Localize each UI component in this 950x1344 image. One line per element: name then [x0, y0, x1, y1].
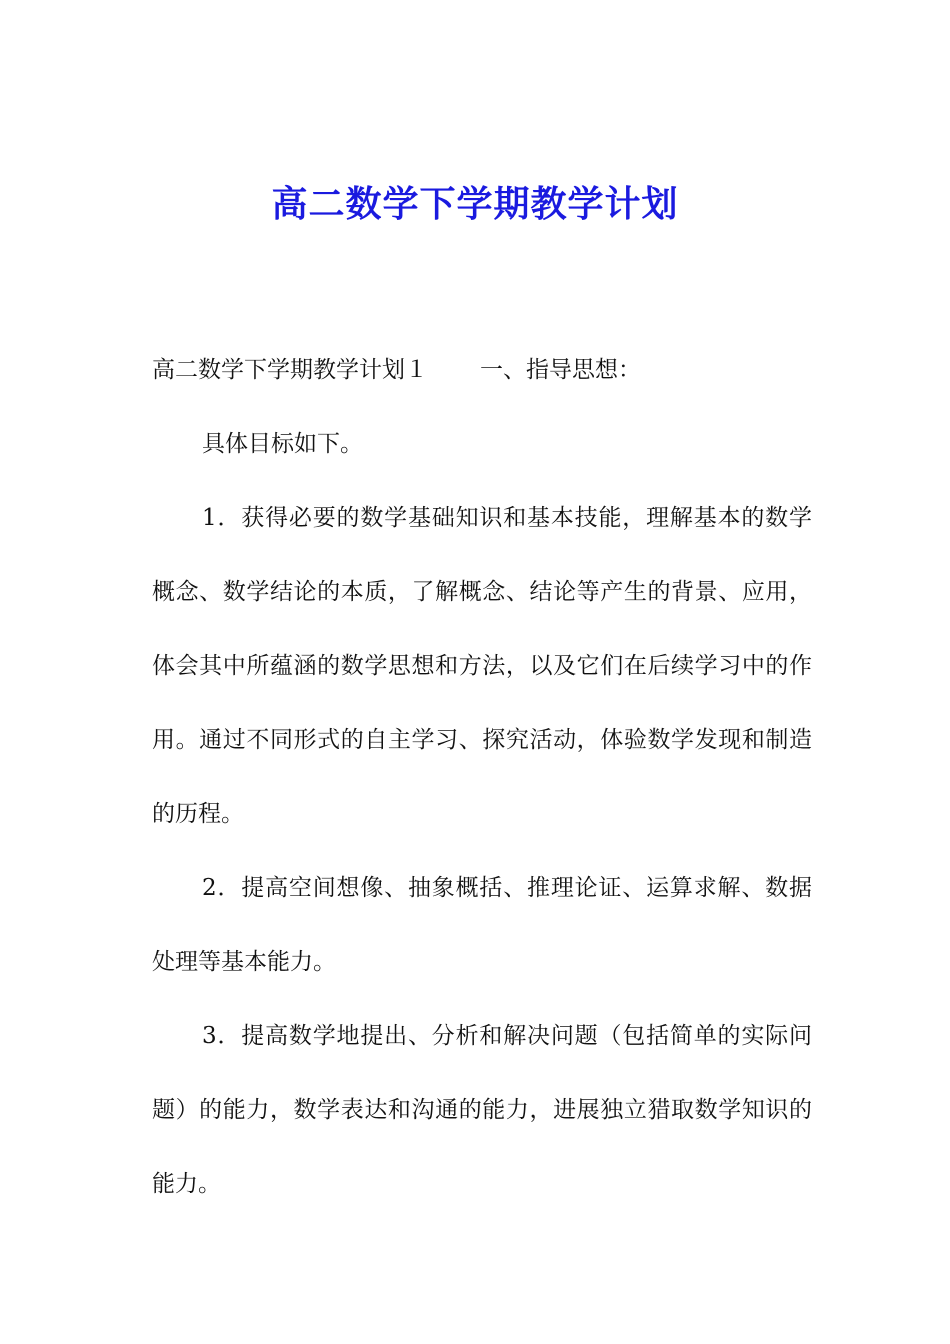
document-title: 高二数学下学期教学计划: [271, 183, 679, 225]
section-header-line: [152, 333, 812, 407]
paragraph-goal-2: 2．提高空间想像、抽象概括、推理论证、运算求解、数据处理等基本能力。: [152, 875, 812, 975]
paragraph-goals-intro: 具体目标如下。: [202, 431, 363, 457]
section-title: 高二数学下学期教学计划１: [152, 357, 428, 383]
section-heading: 一、指导思想：: [480, 357, 641, 383]
document-body: [152, 333, 812, 1221]
paragraph-goal-1: 1．获得必要的数学基础知识和基本技能，理解基本的数学概念、数学结论的本质，了解概念、结论等产生的背景、应用，体会其中所蕴涵的数学思想和方法，以及它们在后续学习中的作用。通过不同形式的自主学习、探究活动，体验数学发现和制造的历程。: [152, 505, 812, 827]
paragraph-goal-3: 3．提高数学地提出、分析和解决问题（包括简单的实际问题）的能力，数学表达和沟通的能力，进展独立猎取数学知识的能力。: [152, 1023, 812, 1197]
